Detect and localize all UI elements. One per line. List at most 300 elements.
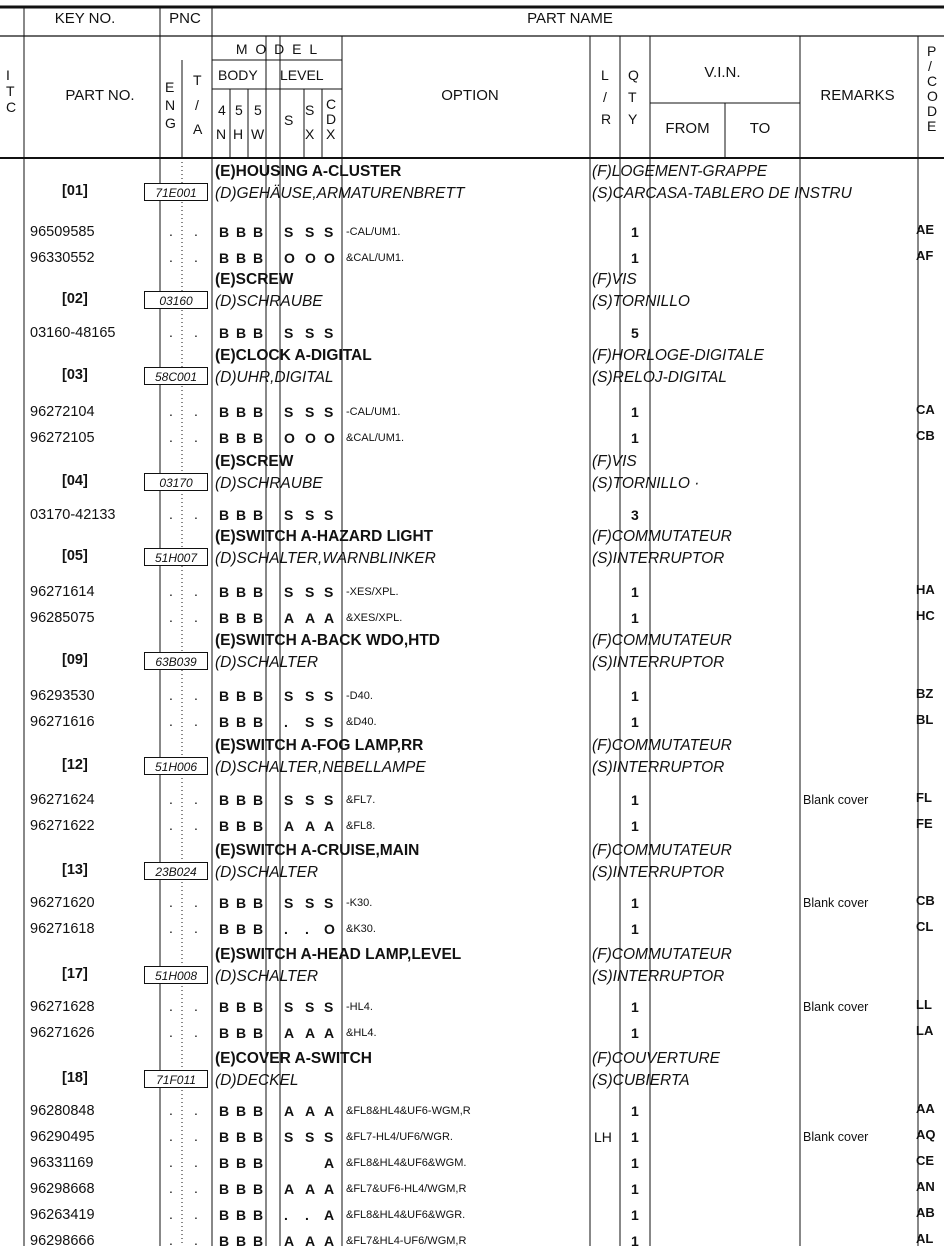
eng-placeholder-dot: . [169, 1102, 173, 1118]
ta-placeholder-dot: . [194, 817, 198, 833]
group-spanish-name: (S)RELOJ-DIGITAL [592, 369, 727, 386]
ta-placeholder-dot: . [194, 1206, 198, 1222]
group-spanish-name: (S)INTERRUPTOR [592, 654, 725, 671]
key-number: [05] [62, 548, 88, 564]
level-code: O [324, 250, 335, 266]
part-name-header: PART NAME [527, 10, 613, 27]
body-code: B [253, 999, 264, 1015]
body-code: B [253, 1233, 264, 1249]
ta-placeholder-dot: . [194, 1180, 198, 1196]
body-code: B [236, 1233, 247, 1249]
body-code: B [219, 430, 230, 446]
option-code: &FL8&HL4&UF6-WGM,R [346, 1105, 471, 1117]
group-german-name: (D)SCHRAUBE [215, 293, 323, 310]
level-code: S [324, 404, 334, 420]
eng-placeholder-dot: . [169, 1128, 173, 1144]
body-code: B [253, 688, 264, 704]
option-code: &K30. [346, 923, 376, 935]
key-number: [04] [62, 473, 88, 489]
pnc-code: 63B039 [144, 652, 208, 670]
body-code: B [253, 714, 264, 730]
quantity: 1 [631, 610, 639, 626]
p-code: HC [916, 608, 935, 623]
group-english-name: (E)SWITCH A-FOG LAMP,RR [215, 737, 424, 754]
eng-placeholder-dot: . [169, 583, 173, 599]
option-code: -D40. [346, 690, 373, 702]
ta-placeholder-dot: . [194, 894, 198, 910]
option-code: &D40. [346, 716, 377, 728]
level-code: A [324, 610, 335, 626]
body-code: B [236, 610, 247, 626]
quantity: 1 [631, 792, 639, 808]
body-code: B [236, 999, 247, 1015]
level-code: A [284, 610, 295, 626]
level-code: O [324, 921, 335, 937]
option-code: &FL7. [346, 794, 376, 806]
level-code: O [305, 430, 316, 446]
body-code: B [219, 1207, 230, 1223]
eng-placeholder-dot: . [169, 506, 173, 522]
qty-header-t: T [628, 89, 637, 105]
ta-placeholder-dot: . [194, 324, 198, 340]
group-french-name: (F)COMMUTATEUR [592, 737, 732, 754]
group-french-name: (F)COMMUTATEUR [592, 632, 732, 649]
eng-placeholder-dot: . [169, 817, 173, 833]
body-code: B [219, 1181, 230, 1197]
body-code: B [219, 999, 230, 1015]
level-code: . [305, 1207, 309, 1223]
level-code: A [284, 1025, 295, 1041]
level-code: . [284, 714, 288, 730]
group-french-name: (F)VIS [592, 453, 637, 470]
quantity: 1 [631, 1181, 639, 1197]
eng-header-e: E [165, 79, 175, 95]
option-code: -CAL/UM1. [346, 226, 401, 238]
body-code: B [219, 1155, 230, 1171]
group-french-name: (F)HORLOGE-DIGITALE [592, 347, 764, 364]
p-code: HA [916, 582, 935, 597]
pnc-code: 23B024 [144, 862, 208, 880]
option-code: -XES/XPL. [346, 586, 399, 598]
eng-placeholder-dot: . [169, 920, 173, 936]
key-number: [01] [62, 183, 88, 199]
body-code: B [219, 250, 230, 266]
body-col-4: 4 [218, 102, 226, 118]
body-code: B [219, 688, 230, 704]
body-code: B [236, 250, 247, 266]
body-code: B [219, 404, 230, 420]
body-code: B [253, 325, 264, 341]
level-code: S [305, 895, 315, 911]
p-code: CB [916, 893, 935, 908]
option-code: &FL7&UF6-HL4/WGM,R [346, 1183, 467, 1195]
p-code: LA [916, 1023, 934, 1038]
group-spanish-name: (S)TORNILLO · [592, 475, 700, 492]
key-no-header: KEY NO. [54, 10, 116, 27]
body-code: B [253, 404, 264, 420]
level-code: S [284, 1129, 294, 1145]
pnc-code: 71E001 [144, 183, 208, 201]
body-code: B [219, 1103, 230, 1119]
p-code: AE [916, 222, 935, 237]
level-s-header: S [284, 112, 294, 128]
p-code: LL [916, 997, 932, 1012]
level-code: S [324, 1129, 334, 1145]
ta-placeholder-dot: . [194, 1232, 198, 1248]
p-code: CA [916, 402, 935, 417]
body-code: B [236, 224, 247, 240]
ta-placeholder-dot: . [194, 223, 198, 239]
p-code: AN [916, 1179, 935, 1194]
level-code: O [324, 430, 335, 446]
itc-header-i: I [6, 67, 10, 83]
part-number: 96290495 [30, 1129, 95, 1145]
p-code: AQ [916, 1127, 936, 1142]
quantity: 1 [631, 895, 639, 911]
body-col-n: N [216, 126, 227, 142]
remarks-text: Blank cover [803, 896, 869, 910]
eng-placeholder-dot: . [169, 609, 173, 625]
part-number: 03170-42133 [30, 507, 116, 523]
ta-header-a: A [193, 121, 203, 137]
body-code: B [253, 224, 264, 240]
body-code: B [236, 1181, 247, 1197]
body-code: B [219, 584, 230, 600]
body-code: B [219, 1129, 230, 1145]
level-code: S [284, 224, 294, 240]
pnc-code: 03160 [144, 291, 208, 309]
group-french-name: (F)COUVERTURE [592, 1050, 721, 1067]
level-code: A [324, 1155, 335, 1171]
p-code: CE [916, 1153, 935, 1168]
lr-value: LH [594, 1129, 612, 1145]
ta-placeholder-dot: . [194, 920, 198, 936]
ta-header-slash: / [195, 97, 199, 113]
level-code: . [284, 1207, 288, 1223]
level-code: S [284, 895, 294, 911]
group-french-name: (F)COMMUTATEUR [592, 946, 732, 963]
group-english-name: (E)SWITCH A-HAZARD LIGHT [215, 528, 434, 545]
body-code: B [236, 430, 247, 446]
lr-header-r: R [601, 111, 612, 127]
level-code: S [305, 507, 315, 523]
quantity: 1 [631, 1207, 639, 1223]
body-col-5w: 5 [254, 102, 262, 118]
group-german-name: (D)DECKEL [215, 1072, 299, 1089]
body-code: B [236, 688, 247, 704]
option-code: -CAL/UM1. [346, 406, 401, 418]
level-code: A [284, 1103, 295, 1119]
body-code: B [219, 792, 230, 808]
body-code: B [236, 921, 247, 937]
ta-header-t: T [193, 72, 202, 88]
quantity: 1 [631, 688, 639, 704]
part-number: 03160-48165 [30, 325, 116, 341]
eng-placeholder-dot: . [169, 403, 173, 419]
eng-placeholder-dot: . [169, 223, 173, 239]
p-code: AB [916, 1205, 935, 1220]
level-code: S [305, 792, 315, 808]
model-header: M O D E L [235, 41, 320, 57]
quantity: 1 [631, 1155, 639, 1171]
pnc-code: 51H006 [144, 757, 208, 775]
body-code: B [219, 818, 230, 834]
pcode-header-e: E [927, 118, 937, 134]
option-code: -K30. [346, 897, 373, 909]
key-number: [02] [62, 291, 88, 307]
ta-placeholder-dot: . [194, 429, 198, 445]
body-code: B [236, 325, 247, 341]
level-sx-header-x: X [305, 126, 315, 142]
part-no-header: PART NO. [65, 87, 135, 104]
level-code: A [324, 818, 335, 834]
part-number: 96271622 [30, 818, 95, 834]
part-number: 96280848 [30, 1103, 95, 1119]
part-number: 96272104 [30, 404, 95, 420]
body-code: B [236, 818, 247, 834]
group-english-name: (E)SWITCH A-HEAD LAMP,LEVEL [215, 946, 462, 963]
group-spanish-name: (S)TORNILLO [592, 293, 690, 310]
body-code: B [219, 895, 230, 911]
level-code: S [284, 999, 294, 1015]
option-header: OPTION [441, 87, 499, 104]
level-code: S [324, 224, 334, 240]
body-code: B [253, 895, 264, 911]
group-english-name: (E)SWITCH A-BACK WDO,HTD [215, 632, 440, 649]
level-header: LEVEL [280, 67, 324, 83]
part-number: 96293530 [30, 688, 95, 704]
level-code: A [284, 1181, 295, 1197]
quantity: 3 [631, 507, 639, 523]
body-code: B [236, 1025, 247, 1041]
level-code: S [324, 792, 334, 808]
level-code: S [305, 224, 315, 240]
qty-header-q: Q [628, 67, 639, 83]
ta-placeholder-dot: . [194, 1128, 198, 1144]
level-code: S [324, 584, 334, 600]
level-code: S [305, 1129, 315, 1145]
body-col-5h: 5 [235, 102, 243, 118]
body-code: B [236, 584, 247, 600]
level-code: S [324, 714, 334, 730]
ta-placeholder-dot: . [194, 998, 198, 1014]
body-code: B [219, 325, 230, 341]
p-code: CB [916, 428, 935, 443]
body-code: B [219, 224, 230, 240]
level-code: S [284, 325, 294, 341]
p-code: AF [916, 248, 934, 263]
quantity: 1 [631, 818, 639, 834]
eng-placeholder-dot: . [169, 894, 173, 910]
part-number: 96330552 [30, 250, 95, 266]
option-code: &XES/XPL. [346, 612, 403, 624]
eng-placeholder-dot: . [169, 998, 173, 1014]
group-french-name: (F)VIS [592, 271, 637, 288]
p-code: AL [916, 1231, 934, 1246]
level-code: S [305, 999, 315, 1015]
pnc-code: 51H008 [144, 966, 208, 984]
level-code: . [305, 921, 309, 937]
body-code: B [253, 430, 264, 446]
quantity: 5 [631, 325, 639, 341]
body-code: B [219, 714, 230, 730]
p-code: FL [916, 790, 932, 805]
qty-header-y: Y [628, 111, 638, 127]
quantity: 1 [631, 430, 639, 446]
quantity: 1 [631, 584, 639, 600]
option-code: &FL7-HL4/UF6/WGR. [346, 1131, 453, 1143]
body-code: B [219, 1233, 230, 1249]
level-code: A [324, 1233, 335, 1249]
remarks-header: REMARKS [820, 87, 895, 104]
pnc-header: PNC [169, 10, 201, 27]
part-number: 96271618 [30, 921, 95, 937]
body-code: B [253, 1155, 264, 1171]
quantity: 1 [631, 250, 639, 266]
level-code: A [324, 1103, 335, 1119]
remarks-text: Blank cover [803, 1000, 869, 1014]
key-number: [03] [62, 367, 88, 383]
eng-placeholder-dot: . [169, 429, 173, 445]
quantity: 1 [631, 1103, 639, 1119]
level-cdx-header-d: D [326, 111, 337, 127]
group-german-name: (D)SCHALTER [215, 654, 319, 671]
pcode-header-o: O [927, 88, 938, 104]
part-number: 96331169 [30, 1155, 94, 1171]
part-number: 96271614 [30, 584, 95, 600]
p-code: BL [916, 712, 934, 727]
level-code: A [324, 1025, 335, 1041]
level-code: S [324, 999, 334, 1015]
level-code: S [305, 404, 315, 420]
level-code: A [324, 1207, 335, 1223]
pcode-header-c: C [927, 73, 938, 89]
level-code: S [284, 688, 294, 704]
level-code: S [305, 325, 315, 341]
body-col-h: H [233, 126, 244, 142]
group-spanish-name: (S)INTERRUPTOR [592, 968, 725, 985]
body-code: B [236, 1155, 247, 1171]
ta-placeholder-dot: . [194, 791, 198, 807]
group-spanish-name: (S)CARCASA-TABLERO DE INSTRU [592, 185, 852, 202]
eng-header-g: G [165, 115, 176, 131]
body-code: B [219, 507, 230, 523]
ta-placeholder-dot: . [194, 1024, 198, 1040]
level-code: A [305, 818, 316, 834]
lr-header-slash: / [603, 89, 607, 105]
option-code: &CAL/UM1. [346, 252, 405, 264]
level-code: O [284, 250, 295, 266]
eng-placeholder-dot: . [169, 713, 173, 729]
eng-placeholder-dot: . [169, 1180, 173, 1196]
ta-placeholder-dot: . [194, 713, 198, 729]
group-english-name: (E)CLOCK A-DIGITAL [215, 347, 372, 364]
part-number: 96285075 [30, 610, 95, 626]
group-german-name: (D)SCHRAUBE [215, 475, 323, 492]
level-cdx-header-c: C [326, 96, 337, 112]
group-english-name: (E)SCREW [215, 453, 294, 470]
group-english-name: (E)HOUSING A-CLUSTER [215, 163, 402, 180]
body-code: B [253, 818, 264, 834]
level-code: S [284, 507, 294, 523]
quantity: 1 [631, 999, 639, 1015]
quantity: 1 [631, 404, 639, 420]
quantity: 1 [631, 921, 639, 937]
group-french-name: (F)COMMUTATEUR [592, 528, 732, 545]
body-code: B [236, 792, 247, 808]
body-code: B [253, 1103, 264, 1119]
group-spanish-name: (S)CUBIERTA [592, 1072, 690, 1089]
pcode-header-d: D [927, 103, 938, 119]
group-german-name: (D)SCHALTER,NEBELLAMPE [215, 759, 426, 776]
key-number: [12] [62, 757, 88, 773]
eng-placeholder-dot: . [169, 687, 173, 703]
key-number: [09] [62, 652, 88, 668]
level-code: S [284, 584, 294, 600]
option-code: &HL4. [346, 1027, 377, 1039]
ta-placeholder-dot: . [194, 687, 198, 703]
pnc-code: 71F011 [144, 1070, 208, 1088]
option-code: &FL7&HL4-UF6/WGM,R [346, 1235, 467, 1247]
part-number: 96271620 [30, 895, 95, 911]
body-code: B [253, 1207, 264, 1223]
body-col-w: W [251, 126, 265, 142]
group-spanish-name: (S)INTERRUPTOR [592, 759, 725, 776]
part-number: 96298666 [30, 1233, 95, 1249]
eng-placeholder-dot: . [169, 1024, 173, 1040]
body-code: B [253, 610, 264, 626]
vin-from-header: FROM [665, 120, 710, 137]
part-number: 96263419 [30, 1207, 95, 1223]
ta-placeholder-dot: . [194, 1102, 198, 1118]
group-spanish-name: (S)INTERRUPTOR [592, 550, 725, 567]
group-german-name: (D)GEHÄUSE,ARMATURENBRETT [215, 185, 465, 202]
remarks-text: Blank cover [803, 793, 869, 807]
itc-header-t: T [6, 83, 15, 99]
option-code: &FL8. [346, 820, 376, 832]
level-code: S [324, 895, 334, 911]
part-number: 96271626 [30, 1025, 95, 1041]
eng-placeholder-dot: . [169, 249, 173, 265]
level-code: S [305, 688, 315, 704]
level-code: A [324, 1181, 335, 1197]
level-code: A [284, 1233, 295, 1249]
level-code: A [305, 1025, 316, 1041]
group-german-name: (D)SCHALTER [215, 864, 319, 881]
body-code: B [236, 1103, 247, 1119]
group-english-name: (E)COVER A-SWITCH [215, 1050, 372, 1067]
ta-placeholder-dot: . [194, 506, 198, 522]
level-code: A [305, 1181, 316, 1197]
body-code: B [253, 921, 264, 937]
part-number: 96271624 [30, 792, 95, 808]
level-code: S [324, 507, 334, 523]
level-code: A [305, 610, 316, 626]
body-code: B [253, 507, 264, 523]
body-code: B [253, 1129, 264, 1145]
body-code: B [219, 921, 230, 937]
ta-placeholder-dot: . [194, 609, 198, 625]
vin-to-header: TO [749, 120, 771, 137]
group-german-name: (D)SCHALTER,WARNBLINKER [215, 550, 436, 567]
eng-placeholder-dot: . [169, 1206, 173, 1222]
pnc-code: 58C001 [144, 367, 208, 385]
p-code: CL [916, 919, 934, 934]
p-code: BZ [916, 686, 934, 701]
key-number: [18] [62, 1070, 88, 1086]
level-code: S [324, 325, 334, 341]
ta-placeholder-dot: . [194, 583, 198, 599]
